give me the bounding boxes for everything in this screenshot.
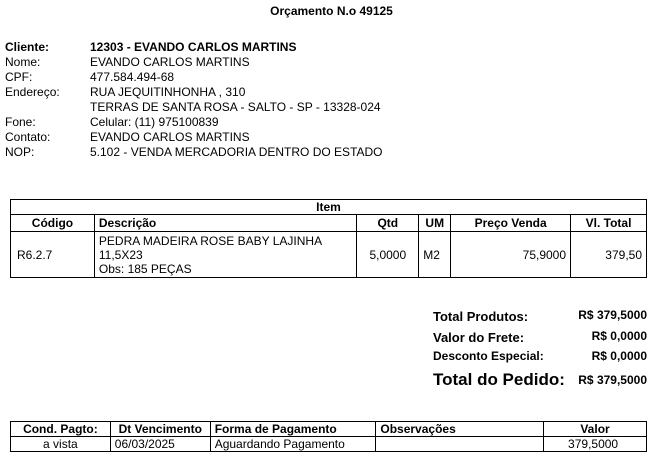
totals-block (433, 307, 647, 387)
col-header-descricao: Descrição (94, 215, 356, 232)
item-qty: 5,0000 (357, 232, 419, 278)
address-label: Endereço: (5, 85, 60, 99)
items-table (10, 199, 647, 278)
item-description-line: PEDRA MADEIRA ROSE BABY LAJINHA (98, 233, 323, 248)
items-section-title: Item (11, 200, 647, 215)
cpf-value: 477.584.494-68 (90, 70, 175, 84)
client-label: Cliente: (5, 40, 50, 54)
item-price: 75,9000 (451, 232, 571, 278)
address-line-2: TERRAS DE SANTA ROSA - SALTO - SP - 13328-024 (90, 100, 381, 114)
phone-label: Fone: (5, 115, 36, 129)
col-header-qtd: Qtd (357, 215, 419, 232)
col-header-venc: Dt Vencimento (110, 422, 210, 437)
total-products-value: R$ 379,5000 (578, 308, 647, 322)
table-row (11, 437, 647, 452)
client-value: 12303 - EVANDO CARLOS MARTINS (90, 40, 297, 54)
payment-notes (376, 437, 544, 452)
payment-method: Aguardando Pagamento (210, 437, 376, 452)
item-notes: Obs: 185 PEÇAS (98, 261, 192, 276)
item-total: 379,50 (571, 232, 647, 278)
payments-header-row (11, 422, 647, 437)
name-value: EVANDO CARLOS MARTINS (90, 55, 250, 69)
freight-label: Valor do Frete: (433, 330, 525, 345)
table-row (11, 232, 647, 278)
freight-value: R$ 0,0000 (591, 329, 647, 343)
payment-value: 379,5000 (544, 437, 647, 452)
item-description (94, 232, 356, 278)
col-header-valor: Valor (544, 422, 647, 437)
payments-table (10, 421, 647, 452)
col-header-codigo: Código (11, 215, 95, 232)
col-header-um: UM (419, 215, 451, 232)
order-total-label: Total do Pedido: (433, 370, 565, 389)
document-title: Orçamento N.o 49125 (270, 4, 393, 18)
payment-due-date: 06/03/2025 (110, 437, 210, 452)
total-products-label: Total Produtos: (433, 309, 529, 324)
phone-value: Celular: (11) 975100839 (90, 115, 219, 129)
items-header-row (11, 215, 647, 232)
item-unit: M2 (419, 232, 451, 278)
col-header-cond: Cond. Pagto: (11, 422, 111, 437)
discount-value: R$ 0,0000 (591, 349, 647, 363)
address-line-1: RUA JEQUITINHONHA , 310 (90, 85, 246, 99)
nop-label: NOP: (5, 145, 35, 159)
nop-value: 5.102 - VENDA MERCADORIA DENTRO DO ESTADO (90, 145, 383, 159)
item-code: R6.2.7 (11, 232, 95, 278)
col-header-total: Vl. Total (571, 215, 647, 232)
discount-label: Desconto Especial: (433, 349, 544, 363)
col-header-obs: Observações (376, 422, 544, 437)
payment-cond: a vista (11, 437, 111, 452)
item-description-line: 11,5X23 (98, 247, 143, 262)
col-header-forma: Forma de Pagamento (210, 422, 376, 437)
name-label: Nome: (5, 55, 41, 69)
contact-value: EVANDO CARLOS MARTINS (90, 130, 250, 144)
col-header-preco: Preço Venda (451, 215, 571, 232)
order-total-value: R$ 379,5000 (578, 373, 647, 387)
cpf-label: CPF: (5, 70, 33, 84)
contact-label: Contato: (5, 130, 51, 144)
